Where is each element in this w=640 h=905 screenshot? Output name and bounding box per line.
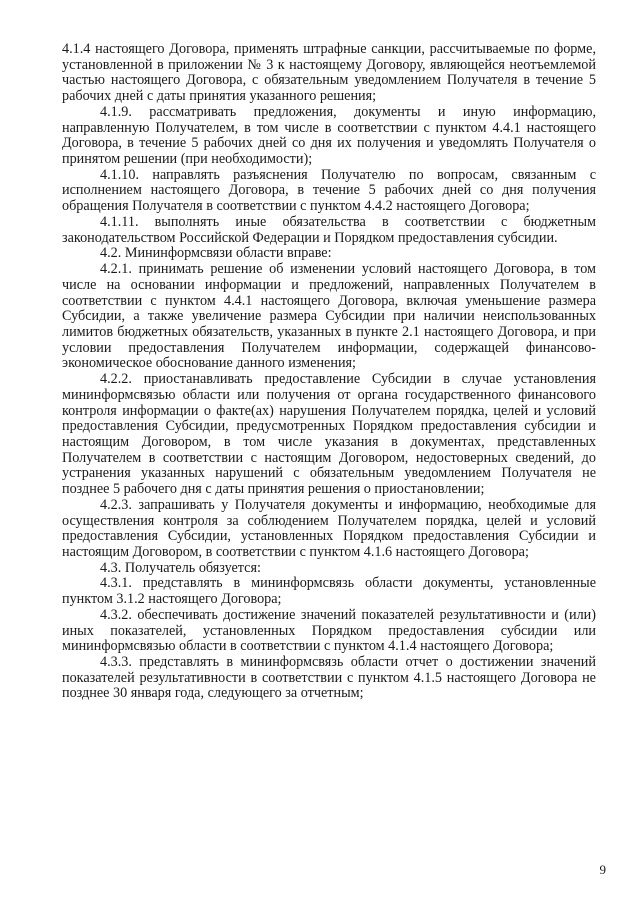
section-heading-4-2: 4.2. Мининформсвязи области вправе: xyxy=(100,245,332,262)
paragraph-4-2-3: 4.2.3. запрашивать у Получателя документы и информацию, необходимые для осуществления контроля за соблюдением Получателем порядка, целей и условий предоставления Субсидии, установленных Порядком предоставления Субсидии и настоящим Договором, в соответствии с пунктом 4.1.6 настоящего Договора; xyxy=(62,496,596,560)
paragraph-4-1-11: 4.1.11. выполнять иные обязательства в соответствии с бюджетным законодательством Российской Федерации и Порядком предоставления субсидии. xyxy=(62,213,596,246)
section-heading-4-3: 4.3. Получатель обязуется: xyxy=(100,559,261,576)
paragraph-4-2-1: 4.2.1. принимать решение об изменении условий настоящего Договора, в том числе на основании информации и предложений, направленных Получателем в соответствии с пунктом 4.4.1 настоящего Договора, включая уменьшение размера Субсидии, а также увеличение размера Субсидии при наличии неиспользованных лимитов бюджетных обязательств, указанных в пункте 2.1 настоящего Договора, и при условии предоставления Получателем информации, содержащей финансово-экономическое обоснование данного изменения; xyxy=(62,261,596,372)
paragraph-4-1-4-continuation: 4.1.4 настоящего Договора, применять штрафные санкции, рассчитываемые по форме, установленной в приложении № 3 к настоящему Договору, являющейся неотъемлемой частью настоящего Договора, с обязательным уведомлением Получателя в течение 5 рабочих дней с даты принятия указанного решения; xyxy=(62,41,596,105)
paragraph-4-1-10: 4.1.10. направлять разъяснения Получателю по вопросам, связанным с исполнением настоящего Договора, в течение 5 рабочих дней со дня получения обращения Получателя в соответствии с пунктом 4.4.2 настоящего Договора; xyxy=(62,166,596,215)
page-number: 9 xyxy=(599,862,606,877)
paragraph-4-3-1: 4.3.1. представлять в мининформсвязь области документы, установленные пунктом 3.1.2 настоящего Договора; xyxy=(62,575,596,608)
paragraph-4-3-3: 4.3.3. представлять в мининформсвязь области отчет о достижении значений показателей результативности в соответствии с пунктом 4.1.5 настоящего Договора не позднее 30 января года, следующего за отчетным; xyxy=(62,654,596,702)
paragraph-4-1-9: 4.1.9. рассматривать предложения, документы и иную информацию, направленную Получателем, в том числе в соответствии с пунктом 4.4.1 настоящего Договора, в течение 5 рабочих дней со дня их получения и уведомлять Получателя о принятом решении (при необходимости); xyxy=(62,103,596,168)
paragraph-4-3-2: 4.3.2. обеспечивать достижение значений показателей результативности и (или) иных показателей, установленных Порядком предоставления субсидии или мининформсвязью области в соответствии с пунктом 4.1.4 настоящего Договора; xyxy=(62,606,596,655)
paragraph-4-2-2: 4.2.2. приостанавливать предоставление Субсидии в случае установления мининформсвязью области или получения от органа государственного финансового контроля информации о факте(ах) нарушения Получателем порядка, целей и условий предоставления Субсидии, предусмотренных Порядком предоставления субсидии и настоящим Договором, в том числе указания в документах, представленных Получателем в соответствии с настоящим Договором, недостоверных сведений, до устранения указанных нарушений с обязательным уведомлением Получателя не позднее 5 рабочего дня с даты принятия решения о приостановлении; xyxy=(62,371,596,498)
document-body xyxy=(62,42,596,702)
